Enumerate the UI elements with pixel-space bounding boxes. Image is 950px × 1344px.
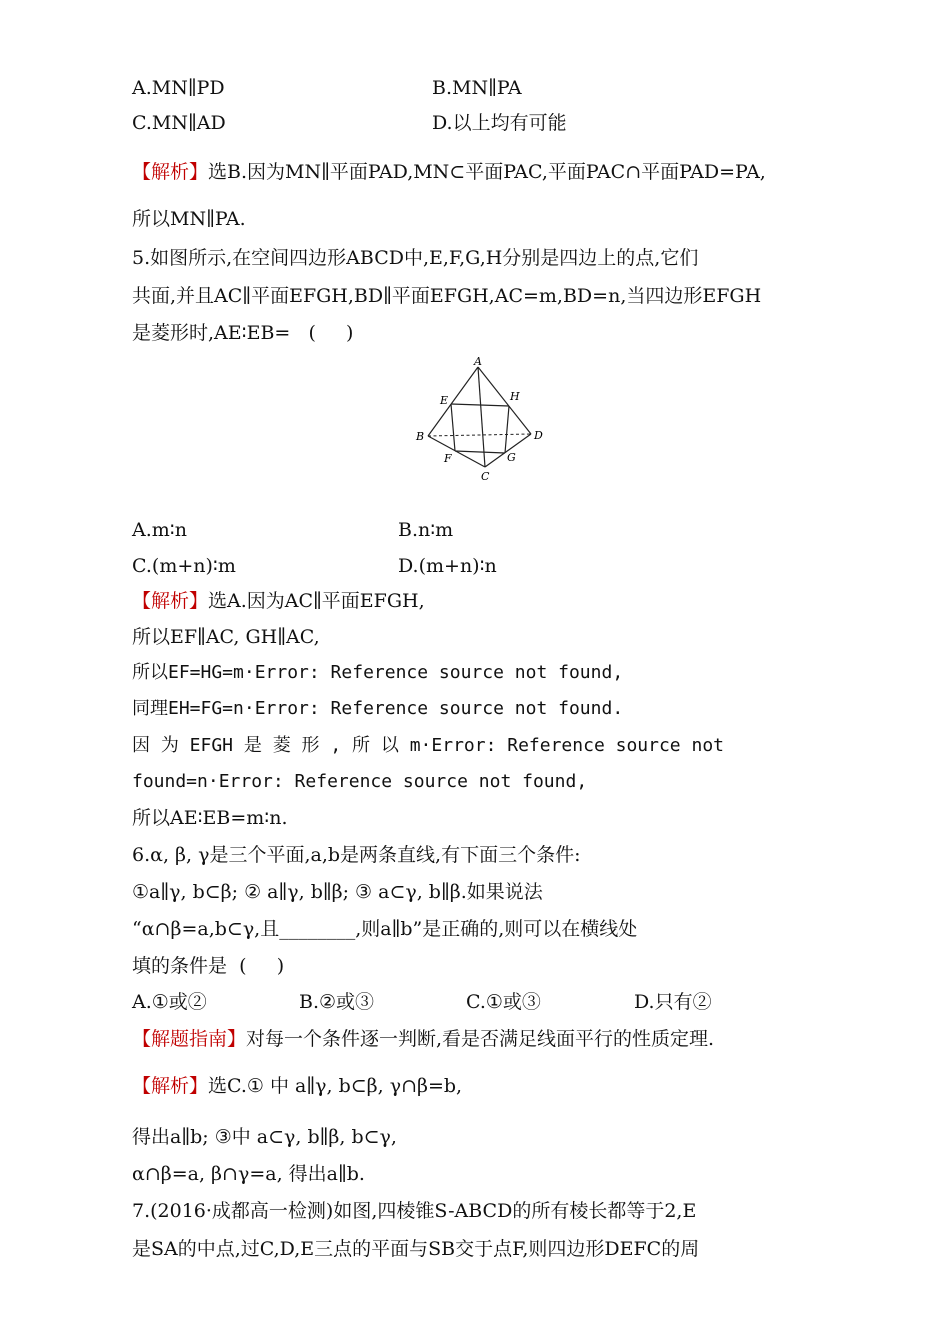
q4-option-d: D.以上均有可能: [432, 112, 567, 134]
q5-option-d: D.(m+n)∶n: [398, 555, 497, 577]
q5-stem-line-2: 共面,并且AC∥平面EFGH,BD∥平面EFGH,AC=m,BD=n,当四边形EFGH: [132, 285, 762, 307]
q7-stem-line-1: 7.(2016·成都高一检测)如图,四棱锥S-ABCD的所有棱长都等于2,E: [132, 1200, 697, 1222]
solution-tag: 【解析】: [132, 590, 209, 612]
q5-solution-line-1: [132, 588, 425, 614]
q6-option-b: B.②或③: [299, 991, 375, 1013]
segment-hg: [505, 406, 509, 453]
q4-option-a: A.MN∥PD: [132, 77, 225, 99]
label-f: F: [444, 452, 452, 465]
q5-solution-line-7: 所以AE∶EB=m∶n.: [132, 807, 288, 829]
q6-option-c: C.①或③: [466, 991, 541, 1013]
segment-eh: [451, 404, 509, 406]
solution-tag: 【解析】: [132, 1075, 209, 1097]
q5-solution-line-5: 因 为 EFGH 是 菱 形 , 所 以 m·Error: Reference source not: [132, 735, 724, 756]
label-g: G: [507, 451, 516, 464]
hint-tag: 【解题指南】: [132, 1028, 247, 1050]
q6-stem-line-2: ①a∥γ, b⊂β; ② a∥γ, b∥β; ③ a⊂γ, b∥β.如果说法: [132, 881, 543, 903]
q6-option-d: D.只有②: [634, 991, 712, 1013]
q5-solution-line-4: 同理EH=FG=n·Error: Reference source not found.: [132, 698, 624, 719]
edge-ad: [478, 367, 531, 434]
q5-solution-text: 选A.因为AC∥平面EFGH,: [208, 590, 425, 612]
q5-solution-line-3: 所以EF=HG=m·Error: Reference source not found,: [132, 662, 624, 683]
segment-ef: [451, 404, 455, 451]
label-c: C: [481, 470, 490, 483]
q7-stem-line-2: 是SA的中点,过C,D,E三点的平面与SB交于点F,则四边形DEFC的周: [132, 1238, 700, 1260]
q5-option-b: B.n∶m: [398, 519, 454, 541]
q6-stem-line-3: “α∩β=a,b⊂γ,且________,则a∥b”是正确的,则可以在横线处: [132, 918, 638, 940]
q6-solution-text: 选C.① 中 a∥γ, b⊂β, γ∩β=b,: [208, 1075, 463, 1097]
q6-solution-line-2: 得出a∥b; ③中 a⊂γ, b∥β, b⊂γ,: [132, 1126, 397, 1148]
label-b: B: [416, 430, 425, 443]
q5-solution-line-6: found=n·Error: Reference source not found,: [132, 771, 588, 792]
label-a: A: [474, 356, 482, 368]
q6-solution-line-1: [132, 1073, 462, 1099]
label-h: H: [510, 390, 520, 403]
q4-solution-line-1: [132, 159, 766, 185]
q6-hint-text: 对每一个条件逐一判断,看是否满足线面平行的性质定理.: [246, 1028, 715, 1050]
tetrahedron-figure: [408, 356, 558, 486]
q6-stem-line-1: 6.α, β, γ是三个平面,a,b是两条直线,有下面三个条件:: [132, 844, 581, 866]
q6-solution-line-3: α∩β=a, β∩γ=a, 得出a∥b.: [132, 1163, 365, 1185]
label-d: D: [534, 429, 543, 442]
q6-stem-line-4: 填的条件是 ( ): [132, 955, 285, 977]
q5-stem-line-3: 是菱形时,AE∶EB= ( ): [132, 322, 354, 344]
q6-hint-line: [132, 1026, 714, 1052]
q4-option-b: B.MN∥PA: [432, 77, 522, 99]
q5-option-a: A.m∶n: [132, 519, 187, 541]
q5-option-c: C.(m+n)∶m: [132, 555, 236, 577]
q4-solution-line-2: 所以MN∥PA.: [132, 208, 246, 230]
q4-solution-text: 选B.因为MN∥平面PAD,MN⊂平面PAC,平面PAC∩平面PAD=PA,: [208, 161, 766, 183]
q5-solution-line-2: 所以EF∥AC, GH∥AC,: [132, 626, 320, 648]
q6-option-a: A.①或②: [132, 991, 207, 1013]
q4-option-c: C.MN∥AD: [132, 112, 226, 134]
segment-fg: [455, 451, 505, 453]
q5-stem-line-1: 5.如图所示,在空间四边形ABCD中,E,F,G,H分别是四边上的点,它们: [132, 247, 699, 269]
label-e: E: [440, 394, 449, 407]
edge-bd-hidden: [428, 434, 531, 436]
solution-tag: 【解析】: [132, 161, 209, 183]
